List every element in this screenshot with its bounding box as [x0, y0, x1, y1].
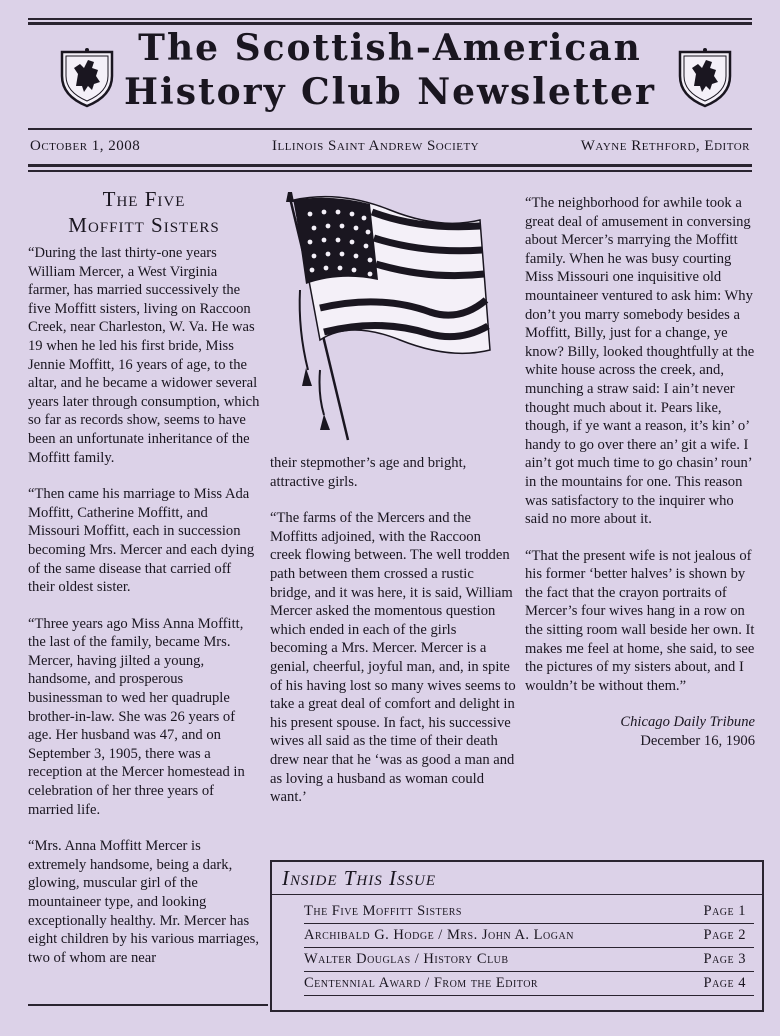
article-title-line-1: The Five	[102, 187, 186, 211]
toc-row	[304, 924, 754, 948]
article-paragraph: “Three years ago Miss Anna Moffitt, the last of the family, became Mrs. Mercer, having jilted a young, handsome, and prosperous businessman to wed her quadruple brother-in-law. She was 26 years of age. Her husband was 47, and on September 3, 1905, there was a reception at the Mercer homestead in celebration of her three years of married life.	[28, 615, 245, 818]
article-source	[525, 713, 755, 750]
article-paragraph: “The farms of the Mercers and the Moffitts adjoined, with the Raccoon creek flowing between. The well trodden path between them crossed a rustic bridge, and it was here, it is said, William Mercer asked the momentous question which ended in each of the girls becoming a Mrs. Mercer. Mercer is a genial, cheerful, joyful man, and, in spite of his having lost so many wives seems to take a great deal of comfort and delight in his present spouse. In fact, his successive wives all said as the time of their death drew near that he ‘was as good a man and as loving a husband as woman could want.’	[270, 510, 516, 806]
masthead-line-2: History Club Newsletter	[124, 71, 656, 113]
article-paragraph: “Mrs. Anna Moffitt Mercer is extremely handsome, being a dark, glowing, muscular girl of the mountaineer type, and looking exceptionally healthy. Mr. Mercer has eight children by his various marriages, two of whom are near	[28, 838, 260, 966]
column-1-bottom-rule	[28, 1004, 268, 1006]
masthead-line-1: The Scottish-American	[138, 27, 642, 69]
toc-item-page: Page 3	[703, 951, 746, 967]
article-column-2	[270, 454, 516, 825]
toc-row	[304, 972, 754, 996]
top-rule-thin	[28, 18, 752, 20]
article-title-line-2: Moffitt Sisters	[68, 213, 220, 237]
editor-credit: Wayne Rethford, Editor	[580, 138, 750, 154]
article-title	[28, 186, 260, 238]
info-bottom-rule-thin	[28, 170, 752, 172]
info-bottom-rule-thick	[28, 164, 752, 167]
society-name: Illinois Saint Andrew Society	[272, 138, 480, 154]
source-date: December 16, 1906	[640, 733, 755, 750]
toc-item-title: The Five Moffitt Sisters	[304, 903, 462, 919]
article-paragraph: their stepmother’s age and bright, attractive girls.	[270, 455, 467, 490]
toc-row	[304, 948, 754, 972]
article-paragraph: “The neighborhood for awhile took a great deal of amusement in conversing about Mercer’s marrying the Moffitt family. When he was busy courting Miss Missouri one inquisitive old mountaineer ventured to ask him: Why don’t you marry somebody besides a Moffitt, Billy, just for a change, ye know? Billy, looked thoughtfully at the white house across the creek, and, munching a straw said: I ain’t never thought much about it. Pears like, though, if ye want a reason, it’s kin’ o’ handy to go over there an’ git a wife. I ain’t got much time to go chasin’ roun’ in the mountains for one. This reason was satisfactory to the inquirer who said no more about it.	[525, 195, 755, 528]
masthead-bottom-rule	[28, 128, 752, 130]
article-column-3	[525, 194, 755, 751]
inside-this-issue-box	[270, 860, 764, 1012]
toc-item-page: Page 2	[703, 927, 746, 943]
toc-item-title: Centennial Award / From the Editor	[304, 975, 539, 991]
source-publication: Chicago Daily Tribune	[620, 714, 755, 731]
info-bar	[28, 138, 752, 156]
toc-row	[304, 900, 754, 924]
toc-item-title: Archibald G. Hodge / Mrs. John A. Logan	[304, 927, 574, 943]
toc-item-page: Page 4	[703, 975, 746, 991]
article-paragraph: “During the last thirty-one years William Mercer, a West Virginia farmer, has married successively the five Moffitt sisters, living on Raccoon Creek, near Charleston, W. Va. He was 19 when he led his first bride, Miss Jennie Moffitt, 16 years of age, to the altar, and he became a widower several years later through consumption, which so far as records show, seems to have been an unfortunate inheritance of the Moffitt family.	[28, 245, 260, 466]
american-flag-illustration	[280, 190, 500, 450]
toc-item-title: Walter Douglas / History Club	[304, 951, 509, 967]
issue-date: October 1, 2008	[30, 138, 141, 154]
top-rule-thick	[28, 22, 752, 25]
toc-heading: Inside This Issue	[272, 862, 762, 895]
article-paragraph: “That the present wife is not jealous of his former ‘better halves’ is shown by the fact that the crayon portraits of Mercer’s four wives hang in a row on the sitting room wall beside her own. It makes me feel at home, she said, to see the pictures of my sisters about, and I wouldn’t be without them.”	[525, 547, 755, 694]
masthead-title	[60, 26, 720, 114]
article-paragraph: “Then came his marriage to Miss Ada Moffitt, Catherine Moffitt, and Missouri Moffitt, each in succession becoming Mrs. Mercer and each dying of the same disease that carried off their oldest sister.	[28, 486, 255, 596]
article-column-1	[28, 186, 260, 967]
toc-item-page: Page 1	[703, 903, 746, 919]
